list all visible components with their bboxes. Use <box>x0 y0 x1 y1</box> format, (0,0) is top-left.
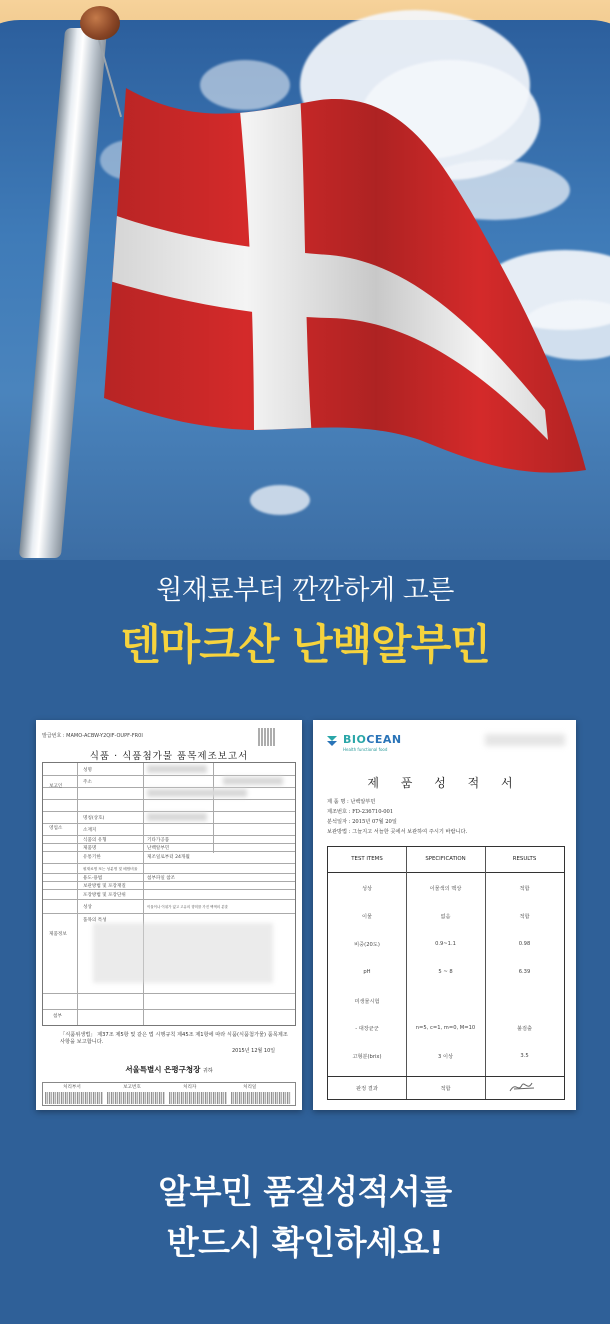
header-test-items: TEST ITEMS <box>351 856 383 862</box>
brand-tagline: Health functional food <box>343 747 388 752</box>
header-specification: SPECIFICATION <box>425 856 466 862</box>
food-type-value: 기타가공품 <box>147 838 170 843</box>
brand-prefix: BIO <box>343 733 367 746</box>
food-manufacturing-report-document <box>36 720 302 1110</box>
row-sub: 소재지 <box>83 828 97 833</box>
results-table <box>327 846 565 1100</box>
issuer-line <box>36 1064 302 1075</box>
result: 적합 <box>519 886 530 892</box>
test-item: 미생물시험 <box>354 999 380 1005</box>
headline-subtitle: 원재료부터 깐깐하게 고른 <box>156 575 454 606</box>
footer-line-2: 반드시 확인하세요! <box>166 1223 444 1262</box>
bottom-label: 처리일 <box>243 1085 257 1090</box>
processing-table <box>42 1082 296 1106</box>
bottom-label: 처리부서 <box>63 1085 81 1090</box>
row-label: 영업소 <box>49 826 63 831</box>
law-text: 「식품위생법」 제37조 제5항 및 같은 법 시행규칙 제45조 제1항에 따라 식품(식품첨가물) 품목제조 사항을 보고합니다. <box>60 1032 288 1045</box>
report-table <box>42 762 296 1026</box>
row-label: 보고인 <box>49 784 63 789</box>
spec: 이물색의 맥상 <box>429 886 462 892</box>
row-sub: 제품명 <box>83 846 97 851</box>
issuer-suffix: 귀하 <box>203 1068 213 1074</box>
spec: 5 ~ 8 <box>438 969 453 975</box>
shelf-life-value: 제조일로부터 24개월 <box>147 855 190 860</box>
bottom-label: 보고번호 <box>123 1085 141 1090</box>
result: 불검출 <box>516 1026 533 1032</box>
test-item: - 대장균군 <box>355 1026 379 1032</box>
row-sub: 성명 <box>83 768 92 773</box>
test-item: 비중(20도) <box>354 942 380 948</box>
test-item: 성상 <box>361 886 373 892</box>
test-item: pH <box>363 969 371 975</box>
row-sub: 명칭(상호) <box>83 816 105 821</box>
report-date: 2015년 12월 10일 <box>232 1048 276 1054</box>
verdict-label: 판정 결과 <box>356 1086 378 1092</box>
document-title: 식품 · 식품첨가물 품목제조보고서 <box>89 751 249 762</box>
test-item: 고형분(brix) <box>352 1054 382 1060</box>
row-sub: 원재료명 또는 성분명 및 배합비율 <box>83 867 138 872</box>
issuer-name: 서울특별시 은평구청장 <box>125 1065 201 1074</box>
row-sub: 식품의 유형 <box>83 838 107 843</box>
row-sub: 유통기한 <box>83 855 101 860</box>
spec: 0.9~1.1 <box>435 941 456 947</box>
brand-name <box>343 733 402 746</box>
headline-title: 덴마크산 난백알부민 <box>120 620 490 669</box>
meta-line: 제조번호 : FD-236710-001 <box>327 809 394 815</box>
barcode-icon <box>258 728 276 746</box>
biocean-logo-icon <box>325 734 339 748</box>
certificate-title: 제 품 성 적 서 <box>367 776 522 790</box>
attachment-label: 첨부 <box>53 1014 62 1019</box>
brand-suffix: CEAN <box>366 733 402 746</box>
meta-line: 제 품 명 : 난백알부민 <box>327 799 376 805</box>
form-value: 이물이나 이취가 없고 고유의 향미를 가진 백색의 분말 <box>147 905 228 910</box>
spec: 없음 <box>440 914 451 920</box>
test-item: 이물 <box>361 914 373 920</box>
blurred-header <box>485 734 565 746</box>
flagpole-finial <box>80 6 120 40</box>
danish-flag-photo <box>0 0 610 560</box>
row-sub: 보관방법 및 포장재질 <box>83 884 126 889</box>
spec: n=5, c=1, m=0, M=10 <box>415 1025 476 1031</box>
footer-line-1: 알부민 품질성적서를 <box>158 1172 452 1211</box>
row-sub: 용도·용법 <box>83 876 103 881</box>
row-sub: 주소 <box>83 780 92 785</box>
signature-icon <box>508 1079 538 1095</box>
bottom-label: 처리자 <box>183 1085 197 1090</box>
header-results: RESULTS <box>512 856 537 862</box>
result: 0.98 <box>518 941 531 947</box>
quality-certificate-document <box>313 720 576 1110</box>
verdict-value: 적합 <box>440 1086 451 1092</box>
usage-value: 첨부파일 참조 <box>147 876 176 881</box>
product-name-value: 난백알부민 <box>147 846 170 851</box>
result: 6.39 <box>518 969 531 975</box>
spec: 3 이상 <box>438 1054 453 1060</box>
row-sub: 품목의 특성 <box>83 918 107 923</box>
row-sub: 성상 <box>83 905 92 910</box>
issue-number: 발급번호 : MAMO-ACBW-Y2QIF-OUPF-FR0I <box>42 733 143 739</box>
row-sub: 포장방법 및 포장단위 <box>83 893 126 898</box>
row-label: 제품정보 <box>49 932 67 937</box>
meta-line: 보관방법 : 그늘지고 서늘한 곳에서 보관하여 주시기 바랍니다. <box>327 829 468 835</box>
meta-line: 분석일자 : 2015년 07월 20일 <box>327 819 397 825</box>
result: 3.5 <box>520 1053 529 1059</box>
result: 적합 <box>519 914 530 920</box>
